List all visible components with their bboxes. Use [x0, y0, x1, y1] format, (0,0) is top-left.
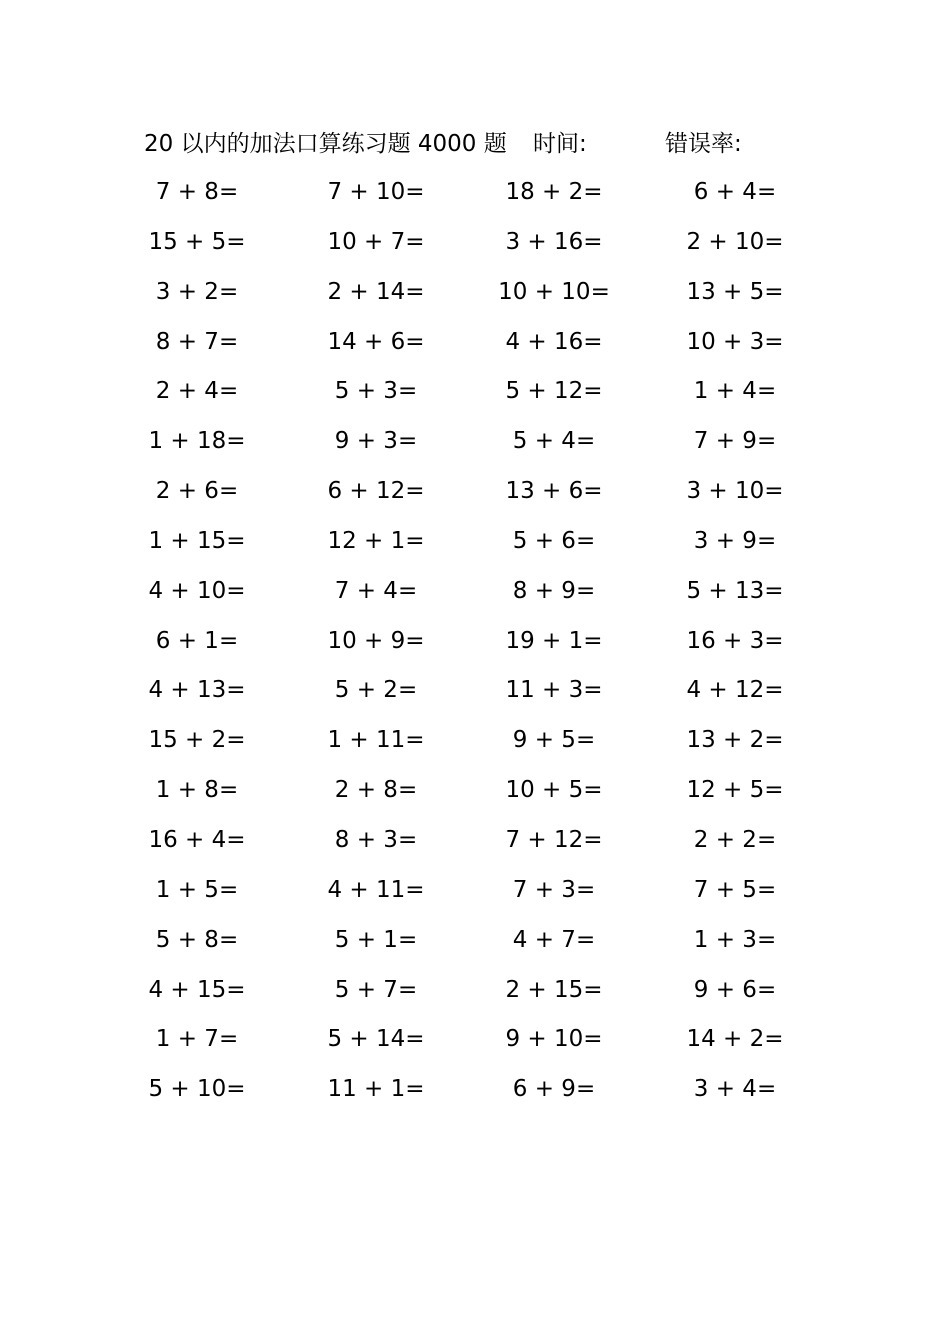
- problem-item: 7 + 10=: [327, 179, 425, 205]
- problem-item: 13 + 6=: [505, 478, 603, 505]
- problem-item: 5 + 2=: [334, 677, 418, 704]
- problem-row: [0, 621, 950, 671]
- time-label: 时间:: [533, 131, 587, 157]
- problem-row: [0, 371, 950, 421]
- problem-item: 1 + 8=: [155, 777, 239, 804]
- problem-item: 6 + 12=: [327, 478, 425, 505]
- problem-item: 5 + 6=: [512, 527, 596, 554]
- problem-row: [0, 222, 950, 272]
- problem-row: [0, 322, 950, 372]
- problem-item: 9 + 6=: [693, 976, 777, 1003]
- problem-item: 3 + 2=: [155, 278, 239, 305]
- problem-item: 10 + 5=: [505, 777, 603, 804]
- problem-item: 5 + 14=: [327, 1026, 425, 1053]
- problem-row: [0, 720, 950, 770]
- problem-item: 16 + 3=: [686, 627, 784, 654]
- problem-row: [0, 571, 950, 621]
- problem-item: 6 + 4=: [693, 179, 777, 205]
- problem-item: 18 + 2=: [505, 179, 603, 205]
- problem-row: [0, 471, 950, 521]
- problem-item: 10 + 7=: [327, 228, 425, 255]
- problem-item: 5 + 3=: [334, 378, 418, 405]
- problem-row: [0, 272, 950, 322]
- problem-item: 10 + 3=: [686, 328, 784, 355]
- problem-item: 5 + 4=: [512, 428, 596, 455]
- problem-item: 4 + 15=: [148, 976, 246, 1003]
- problem-item: 1 + 7=: [155, 1026, 239, 1053]
- problem-row: [0, 670, 950, 720]
- problem-item: 9 + 5=: [512, 727, 596, 754]
- problem-item: 2 + 10=: [686, 228, 784, 255]
- problem-item: 13 + 2=: [686, 727, 784, 754]
- problem-item: 3 + 10=: [686, 478, 784, 505]
- problem-item: 4 + 12=: [686, 677, 784, 704]
- problem-item: 12 + 1=: [327, 527, 425, 554]
- problem-item: 15 + 2=: [148, 727, 246, 754]
- problem-item: 12 + 5=: [686, 777, 784, 804]
- problem-item: 5 + 12=: [505, 378, 603, 405]
- problem-item: 16 + 4=: [148, 826, 246, 853]
- problem-item: 5 + 1=: [334, 926, 418, 953]
- problem-item: 2 + 8=: [334, 777, 418, 804]
- problem-item: 3 + 9=: [693, 527, 777, 554]
- problem-item: 14 + 6=: [327, 328, 425, 355]
- worksheet-title: 20 以内的加法口算练习题 4000 题: [144, 131, 507, 157]
- problem-item: 9 + 3=: [334, 428, 418, 455]
- problem-row: [0, 770, 950, 820]
- problem-item: 4 + 16=: [505, 328, 603, 355]
- problem-row: [0, 870, 950, 920]
- problem-item: 2 + 4=: [155, 378, 239, 405]
- problem-item: 9 + 10=: [505, 1026, 603, 1053]
- problem-item: 1 + 11=: [327, 727, 425, 754]
- problem-item: 11 + 1=: [327, 1076, 425, 1103]
- problem-row: [0, 521, 950, 571]
- problem-grid: [0, 172, 950, 1119]
- problem-item: 4 + 11=: [327, 876, 425, 903]
- problem-item: 7 + 5=: [693, 876, 777, 903]
- problem-item: 5 + 10=: [148, 1076, 246, 1103]
- problem-item: 2 + 14=: [327, 278, 425, 305]
- problem-item: 15 + 5=: [148, 228, 246, 255]
- problem-item: 6 + 1=: [155, 627, 239, 654]
- problem-item: 7 + 9=: [693, 428, 777, 455]
- problem-row: [0, 172, 950, 222]
- problem-item: 10 + 9=: [327, 627, 425, 654]
- problem-row: [0, 421, 950, 471]
- problem-item: 1 + 5=: [155, 876, 239, 903]
- problem-row: [0, 820, 950, 870]
- problem-item: 7 + 3=: [512, 876, 596, 903]
- problem-item: 7 + 4=: [334, 577, 418, 604]
- problem-item: 4 + 13=: [148, 677, 246, 704]
- problem-item: 7 + 12=: [505, 826, 603, 853]
- problem-row: [0, 970, 950, 1020]
- problem-item: 1 + 18=: [148, 428, 246, 455]
- problem-item: 3 + 4=: [693, 1076, 777, 1103]
- problem-row: [0, 1069, 950, 1119]
- problem-item: 6 + 9=: [512, 1076, 596, 1103]
- problem-item: 8 + 9=: [512, 577, 596, 604]
- problem-item: 5 + 13=: [686, 577, 784, 604]
- problem-item: 1 + 15=: [148, 527, 246, 554]
- problem-item: 8 + 7=: [155, 328, 239, 355]
- worksheet-header: [0, 125, 950, 159]
- problem-item: 8 + 3=: [334, 826, 418, 853]
- problem-item: 13 + 5=: [686, 278, 784, 305]
- problem-row: [0, 1019, 950, 1069]
- problem-item: 2 + 15=: [505, 976, 603, 1003]
- problem-item: 4 + 10=: [148, 577, 246, 604]
- problem-item: 2 + 6=: [155, 478, 239, 505]
- problem-item: 1 + 3=: [693, 926, 777, 953]
- problem-item: 7 + 8=: [155, 179, 239, 205]
- problem-item: 3 + 16=: [505, 228, 603, 255]
- problem-item: 14 + 2=: [686, 1026, 784, 1053]
- error-rate-label: 错误率:: [665, 131, 742, 157]
- problem-item: 5 + 8=: [155, 926, 239, 953]
- problem-item: 11 + 3=: [505, 677, 603, 704]
- problem-item: 1 + 4=: [693, 378, 777, 405]
- problem-item: 4 + 7=: [512, 926, 596, 953]
- problem-item: 2 + 2=: [693, 826, 777, 853]
- problem-item: 19 + 1=: [505, 627, 603, 654]
- problem-item: 5 + 7=: [334, 976, 418, 1003]
- problem-row: [0, 920, 950, 970]
- problem-item: 10 + 10=: [498, 278, 610, 305]
